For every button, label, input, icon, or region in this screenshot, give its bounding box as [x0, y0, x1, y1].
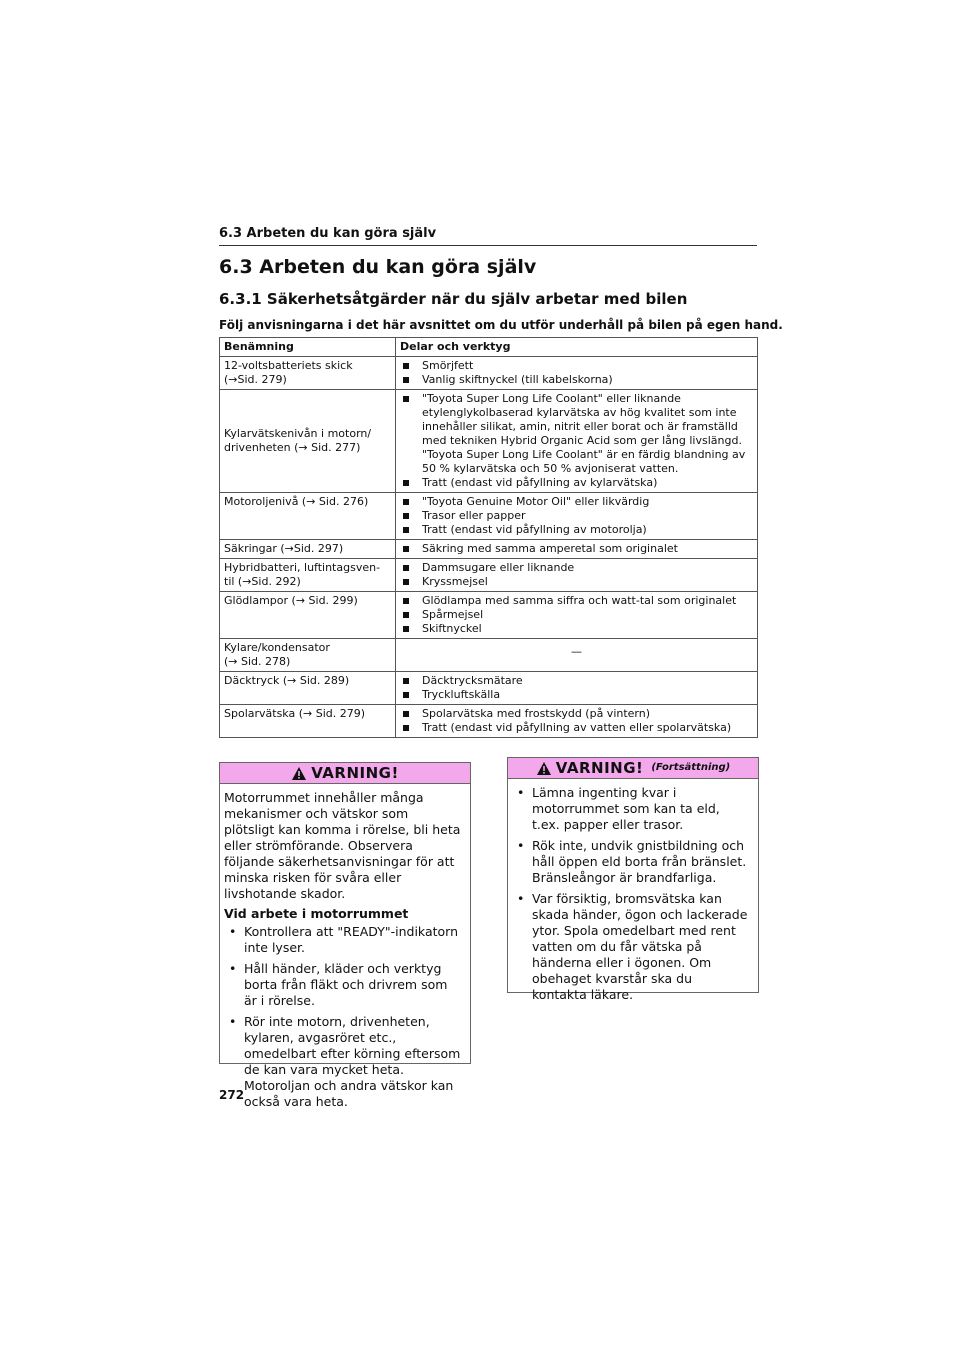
list-item: Skiftnyckel [400, 622, 753, 636]
tools-list [400, 707, 753, 735]
list-item: Tratt (endast vid påfyllning av motorolja) [400, 523, 753, 537]
list-item: Spårmejsel [400, 608, 753, 622]
column-header-tools: Delar och verktyg [396, 338, 758, 357]
cell-name: Kylarvätskenivån i motorn/ drivenheten (→ Sid. 277) [220, 390, 396, 493]
list-item: • Håll händer, kläder och verktyg borta från fläkt och drivrem som är i rörelse. [224, 961, 462, 1009]
list-item: Smörjfett [400, 359, 753, 373]
warning-continued-label: (Fortsättning) [651, 762, 731, 773]
list-item: Glödlampa med samma siffra och watt-tal som originalet [400, 594, 753, 608]
cell-name: Glödlampor (→ Sid. 299) [220, 592, 396, 639]
list-item: "Toyota Super Long Life Coolant" eller liknande etylenglykolbaserad kylarvätska av hög kvalitet som inte innehåller silikat, amin, nitrit eller borat och är framställd med tekniken Hybrid Organic Acid som ger lång livslängd. "Toyota Super Long Life Coolant" är en färdig blandning av 50 % kylarvätska och 50 % avjoniserat vatten. [400, 392, 753, 476]
list-item: Vanlig skiftnyckel (till kabelskorna) [400, 373, 753, 387]
cell-tools [396, 705, 758, 738]
running-header: 6.3 Arbeten du kan göra själv [219, 226, 757, 246]
tools-list [400, 542, 753, 556]
section-heading: 6.3.1 Säkerhetsåtgärder när du själv arbetar med bilen [219, 290, 688, 308]
table-row [220, 592, 758, 639]
warning-header [220, 763, 470, 784]
tools-list [400, 392, 753, 490]
warning-body [220, 784, 470, 1121]
page-title: 6.3 Arbeten du kan göra själv [219, 256, 537, 278]
list-item: Tratt (endast vid påfyllning av vatten eller spolarvätska) [400, 721, 753, 735]
table-row [220, 672, 758, 705]
list-item: • Rör inte motorn, drivenheten, kylaren, avgasröret etc., omedelbart efter körning eftersom de kan vara mycket heta. Motoroljan och andra vätskor kan också vara heta. [224, 1014, 462, 1110]
list-item: • Var försiktig, bromsvätska kan skada händer, ögon och lackerade ytor. Spola omedelbart med rent vatten om du får vätska på händerna eller i ögonen. Om obehaget kvarstår ska du kontakta läkare. [512, 891, 750, 1003]
list-item: Spolarvätska med frostskydd (på vintern) [400, 707, 753, 721]
list-item: • Kontrollera att "READY"-indikatorn inte lyser. [224, 924, 462, 956]
column-header-name: Benämning [220, 338, 396, 357]
warning-title: VARNING! [311, 764, 399, 782]
cell-name: Säkringar (→Sid. 297) [220, 540, 396, 559]
list-item: • Rök inte, undvik gnistbildning och håll öppen eld borta från bränslet. Bränsleångor är brandfarliga. [512, 838, 750, 886]
table-row [220, 390, 758, 493]
cell-name: 12-voltsbatteriets skick (→Sid. 279) [220, 357, 396, 390]
list-item: Kryssmejsel [400, 575, 753, 589]
tools-list [400, 674, 753, 702]
tools-list [400, 594, 753, 636]
tools-list [400, 495, 753, 537]
cell-tools [396, 672, 758, 705]
warning-title: VARNING! [555, 759, 644, 777]
warning-header [508, 758, 758, 779]
cell-name: Hybridbatteri, luftintagsven- til (→Sid. 292) [220, 559, 396, 592]
page-number: 272 [219, 1088, 245, 1102]
cell-tools [396, 540, 758, 559]
table-row [220, 357, 758, 390]
table-row [220, 705, 758, 738]
cell-tools [396, 639, 758, 672]
cell-name: Kylare/kondensator (→ Sid. 278) [220, 639, 396, 672]
cell-name: Däcktryck (→ Sid. 289) [220, 672, 396, 705]
table-row [220, 559, 758, 592]
cell-tools [396, 559, 758, 592]
warning-subheading: Vid arbete i motorrummet [224, 906, 409, 921]
list-item: Tryckluftskälla [400, 688, 753, 702]
empty-mark: — [571, 645, 582, 658]
cell-name: Spolarvätska (→ Sid. 279) [220, 705, 396, 738]
list-item: Däcktrycksmätare [400, 674, 753, 688]
list-item: Trasor eller papper [400, 509, 753, 523]
warning-list [224, 924, 462, 1110]
tools-list [400, 561, 753, 589]
table-row [220, 493, 758, 540]
intro-text: Följ anvisningarna i det här avsnittet om du utför underhåll på bilen på egen hand. [219, 318, 783, 332]
cell-tools [396, 390, 758, 493]
list-item: "Toyota Genuine Motor Oil" eller likvärdig [400, 495, 753, 509]
warning-triangle-icon [536, 761, 552, 776]
warning-box-2 [507, 757, 759, 1002]
tools-list [400, 359, 753, 387]
warning-intro: Motorrummet innehåller många mekanismer och vätskor som plötsligt kan komma i rörelse, bli heta eller strömförande. Observera följande säkerhetsanvisningar för att minska risken för svåra eller livshotande skador. [224, 790, 461, 901]
cell-tools [396, 493, 758, 540]
table-header-row [220, 338, 758, 357]
list-item: • Lämna ingenting kvar i motorrummet som kan ta eld, t.ex. papper eller trasor. [512, 785, 750, 833]
warning-body [508, 779, 758, 1014]
list-item: Tratt (endast vid påfyllning av kylarvätska) [400, 476, 753, 490]
cell-tools [396, 357, 758, 390]
table-row [220, 639, 758, 672]
warning-list [512, 785, 750, 1003]
tools-table [219, 337, 758, 738]
list-item: Dammsugare eller liknande [400, 561, 753, 575]
cell-name: Motoroljenivå (→ Sid. 276) [220, 493, 396, 540]
warning-triangle-icon [291, 766, 307, 781]
table-body [220, 357, 758, 738]
list-item: Säkring med samma amperetal som originalet [400, 542, 753, 556]
cell-tools [396, 592, 758, 639]
table-row [220, 540, 758, 559]
